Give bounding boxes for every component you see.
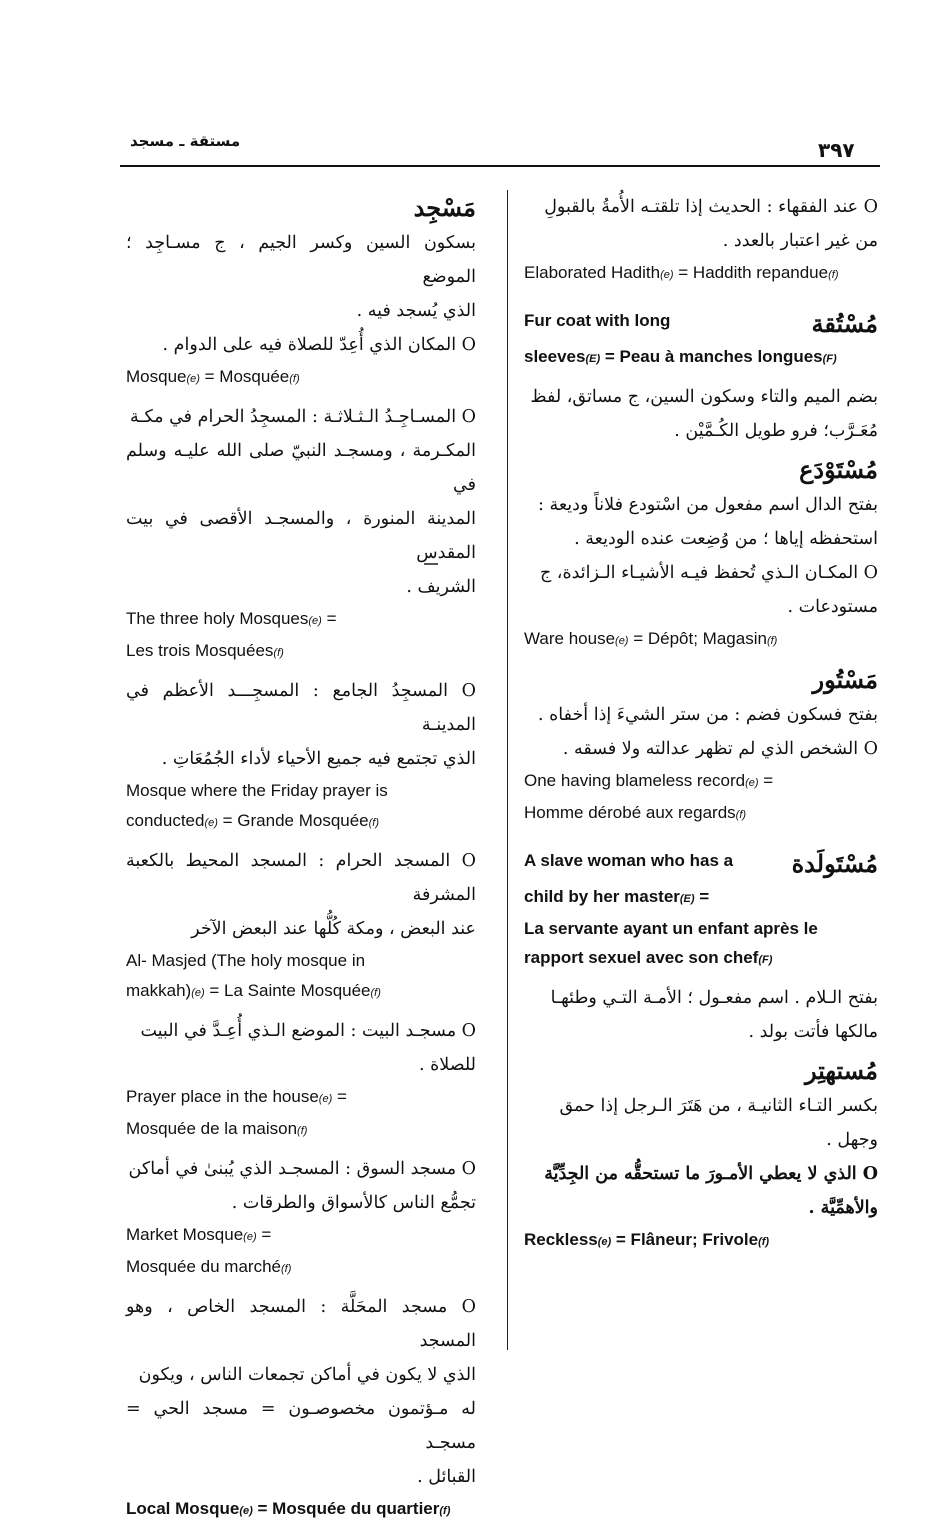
translation-line — [524, 258, 878, 290]
arabic-line: الذي تجتمع فيه جميع الأحياء لأداء الجُمُعَاتِ . — [161, 749, 476, 769]
entry-mustawlada — [524, 846, 878, 882]
arabic-line: المدينة المنورة ، والمسجـد الأقصى في بيت المقدس — [126, 509, 476, 563]
arabic-line: بفتح الدال اسم مفعول من اسْتودع فلاناً وديعة : — [538, 495, 878, 515]
arabic-line: مالكها فأتت بولد . — [748, 1022, 878, 1042]
arabic-line: القبائل . — [417, 1467, 476, 1487]
arabic-line: بضم الميم والتاء وسكون السين، ج مساتق، لفظ — [530, 387, 878, 407]
translation-line: Local Mosque(e) = Mosquée du quartier(f) — [126, 1499, 451, 1518]
headword: مُسْتَولَدة — [791, 849, 878, 878]
translation-line: The three holy Mosques(e) = — [126, 609, 337, 628]
arabic-line: O المكـان الـذي تُحفظ فيـه الأشيـاء الـزائدة، ج — [539, 563, 878, 583]
translation-line: sleeves(E) = Peau à manches longues(F) — [524, 347, 837, 366]
translation-line: Homme dérobé aux regards(f) — [524, 803, 747, 822]
translation-line: Reckless(e) = Flâneur; Frivole(f) — [524, 1230, 770, 1249]
arabic-line: وجهل . — [826, 1130, 878, 1150]
translation-line: Les trois Mosquées(f) — [126, 641, 284, 660]
arabic-line: O المسجد الحرام : المسجد المحيط بالكعبة المشرفة — [126, 851, 476, 905]
arabic-line: من غير اعتبار بالعدد . — [722, 231, 878, 251]
headword: مُستهتِر — [804, 1056, 878, 1085]
translation-line: Fur coat with long — [524, 311, 671, 330]
translation-line: One having blameless record(e) = — [524, 771, 774, 790]
arabic-line: بفتح فسكون فضم : من ستر الشيءَ إذا أخفاه . — [537, 705, 878, 725]
arabic-line: تجمُّع الناس كالأسواق والطرقات . — [231, 1193, 476, 1213]
arabic-line: O مسجد السوق : المسجـد الذي يُبنىٰ في أماكن — [128, 1159, 476, 1179]
arabic-line: الذي يُسجد فيه . — [356, 301, 476, 321]
translation-line: makkah)(e) = La Sainte Mosquée(f) — [126, 981, 381, 1000]
arabic-line: عند البعض ، ومكة كُلُّها عند البعض الآخر — [191, 919, 476, 939]
headword: مَسْتُور — [812, 665, 878, 694]
translation-line: Ware house(e) = Dépôt; Magasin(f) — [524, 629, 778, 648]
arabic-line: O المسجِدُ الجامع : المسجِـــد الأعظم في المدينـة — [126, 681, 476, 735]
right-column — [524, 190, 878, 1263]
arabic-line: O عند الفقهاء : الحديث إذا تلقتـه الأُمةُ بالقبولِ — [544, 197, 878, 217]
headword: مُسْتَوْدَع — [799, 455, 878, 484]
arabic-line: بفتح الـلام . اسم مفعـول ؛ الأمـة التـي وطئهـا — [550, 988, 878, 1008]
lang-tag: (e) — [660, 269, 674, 281]
arabic-line: والأهمِّيَّة . — [808, 1198, 878, 1218]
left-column — [126, 190, 476, 1532]
translation-line: conducted(e) = Grande Mosquée(f) — [126, 811, 380, 830]
translation-en: Elaborated Hadith — [524, 263, 661, 282]
arabic-line: O المسـاجِـدُ الـثـلاثـة : المسجِدُ الحرام في مكـة — [129, 407, 476, 427]
translation-fr: = Haddith repandue — [678, 263, 829, 282]
arabic-line: O الذي لا يعطي الأمـورَ ما تستحقُّه من الجِدِّيَّة — [544, 1164, 878, 1184]
arabic-line: مستودعات . — [787, 597, 878, 617]
page-number: ٣٩٧ — [818, 138, 855, 162]
translation-line: Mosque(e) = Mosquée(f) — [126, 367, 300, 386]
translation-line: Mosque where the Friday prayer is — [126, 781, 388, 800]
lang-tag: (f) — [828, 269, 839, 281]
column-divider — [507, 190, 508, 1350]
arabic-line: O مسجـد البيت : الموضع الـذي أُعِـدَّ في البيت — [140, 1021, 476, 1041]
arabic-line: بكسر التـاء الثانيـة ، من هَتَرَ الـرجل إذا حمق — [559, 1096, 878, 1116]
arabic-line: الشريف . — [406, 577, 476, 597]
arabic-line: استحفظه إياها ؛ من وُضِعت عنده الوديعة . — [574, 529, 878, 549]
arabic-line: للصلاة . — [418, 1055, 476, 1075]
entry-mustuqa — [524, 306, 878, 342]
arabic-line: O المكان الذي أُعِدّ للصلاة فيه على الدوام . — [162, 335, 476, 355]
arabic-line: بسكون السين وكسر الجيم ، ج مسـاجِد ؛ الموضع — [126, 233, 476, 287]
arabic-line: O الشخص الذي لم تظهر عدالته ولا فسقه . — [562, 739, 878, 759]
running-header-title: مستقة ـ مسجد — [130, 132, 241, 150]
headword: مَسْجِد — [413, 193, 476, 222]
translation-line: A slave woman who has a — [524, 851, 734, 870]
arabic-line: له مـؤتمون مخصوصـون = مسجد الحي = مسجـد — [126, 1399, 476, 1453]
translation-line: Mosquée du marché(f) — [126, 1257, 292, 1276]
translation-line: Market Mosque(e) = — [126, 1225, 272, 1244]
header-rule — [120, 165, 880, 167]
arabic-line: مُعَـرَّب؛ فرو طويل الكُـمَّيْن . — [674, 421, 878, 441]
translation-line: Mosquée de la maison(f) — [126, 1119, 308, 1138]
translation-line: rapport sexuel avec son chef(F) — [524, 948, 773, 967]
arabic-line: O مسجد المحَلَّة : المسجد الخاص ، وهو المسجد — [126, 1297, 476, 1351]
translation-line: Prayer place in the house(e) = — [126, 1087, 347, 1106]
translation-line: Al- Masjed (The holy mosque in — [126, 951, 366, 970]
arabic-line: الذي لا يكون في أماكن تجمعات الناس ، ويكون — [138, 1365, 476, 1385]
translation-line: La servante ayant un enfant après le — [524, 919, 818, 938]
headword: مُسْتُقة — [811, 309, 878, 338]
arabic-line: المكـرمة ، ومسجـد النبيّ صلى الله عليـه وسلم في — [126, 441, 476, 495]
translation-line: child by her master(E) = — [524, 887, 710, 906]
